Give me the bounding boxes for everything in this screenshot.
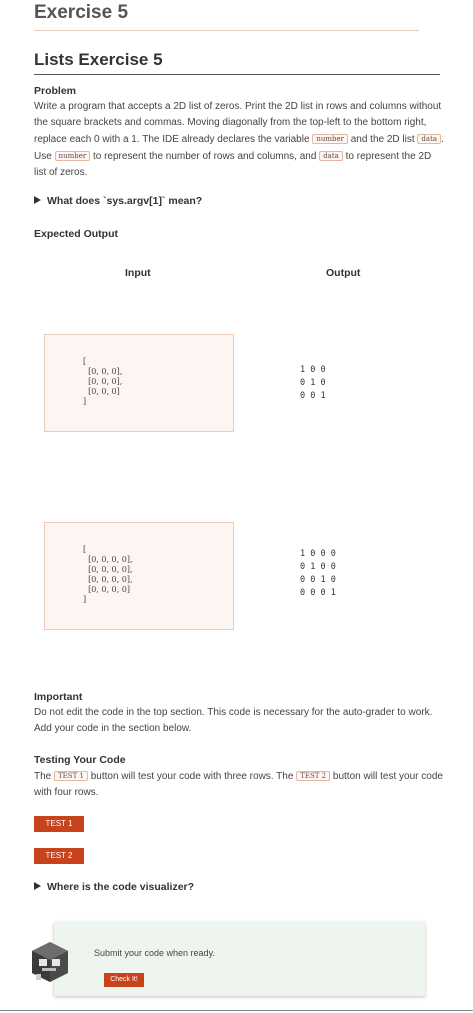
example2-output (300, 548, 336, 600)
example1-input-text: [ [0, 0, 0], [0, 0, 0], [0, 0, 0] ] (83, 357, 123, 406)
problem-section (34, 83, 446, 181)
important-section (34, 689, 446, 737)
bottom-divider (0, 1010, 473, 1011)
disclosure-label: What does `sys.argv[1]` mean? (47, 195, 203, 207)
subtitle-divider (34, 74, 440, 75)
problem-text: Write a program that accepts a 2D list of zeros. Print the 2D list in rows and columns without the square brackets and commas. Moving diagonally from the top-left to the bottom right, replace each 0 with a 1. The IDE already declares the variable number and the 2D list data . Use number to represent the number of rows and columns, and data to represent the 2D list of zeros. (34, 101, 444, 178)
output-column-header: Output (326, 267, 361, 279)
problem-heading: Problem (34, 85, 77, 97)
title-divider (34, 30, 419, 31)
robot-mascot-icon (28, 940, 72, 984)
test2-button[interactable]: TEST 2 (34, 848, 84, 864)
code-number: number (312, 134, 348, 144)
testing-section (34, 752, 446, 801)
testing-heading: Testing Your Code (34, 754, 126, 766)
submit-card (54, 922, 425, 996)
code-test1: TEST 1 (54, 771, 88, 781)
example1-output (300, 364, 326, 403)
code-number: number (55, 151, 91, 161)
disclosure-sys-argv[interactable] (34, 195, 202, 207)
code-data: data (417, 134, 441, 144)
example2-output-text: 1 0 0 0 0 1 0 0 0 0 1 0 0 0 0 1 (300, 549, 336, 598)
expected-output-heading: Expected Output (34, 228, 119, 240)
submit-text: Submit your code when ready. (94, 948, 215, 958)
disclosure-label: Where is the code visualizer? (47, 881, 195, 893)
triangle-right-icon (34, 196, 41, 204)
disclosure-code-visualizer[interactable] (34, 881, 194, 893)
page-title: Exercise 5 (34, 2, 129, 23)
exercise-title: Lists Exercise 5 (34, 50, 163, 69)
example2-input (44, 522, 234, 630)
important-text: Do not edit the code in the top section. This code is necessary for the auto-grader to work. Add your code in the section below. (34, 707, 433, 734)
triangle-right-icon (34, 882, 41, 890)
expected-output-section (34, 226, 446, 242)
example1-output-text: 1 0 0 0 1 0 0 0 1 (300, 365, 326, 401)
test1-button[interactable]: TEST 1 (34, 816, 84, 832)
code-data: data (319, 151, 343, 161)
code-test2: TEST 2 (296, 771, 330, 781)
testing-text: The TEST 1 button will test your code with three rows. The TEST 2 button will test your code with four rows. (34, 771, 443, 798)
input-column-header: Input (125, 267, 151, 279)
example1-input (44, 334, 234, 432)
important-heading: Important (34, 691, 83, 703)
check-it-button[interactable]: Check It! (104, 973, 144, 987)
example2-input-text: [ [0, 0, 0, 0], [0, 0, 0, 0], [0, 0, 0, 0], [0, 0, 0, 0] ] (83, 545, 133, 604)
